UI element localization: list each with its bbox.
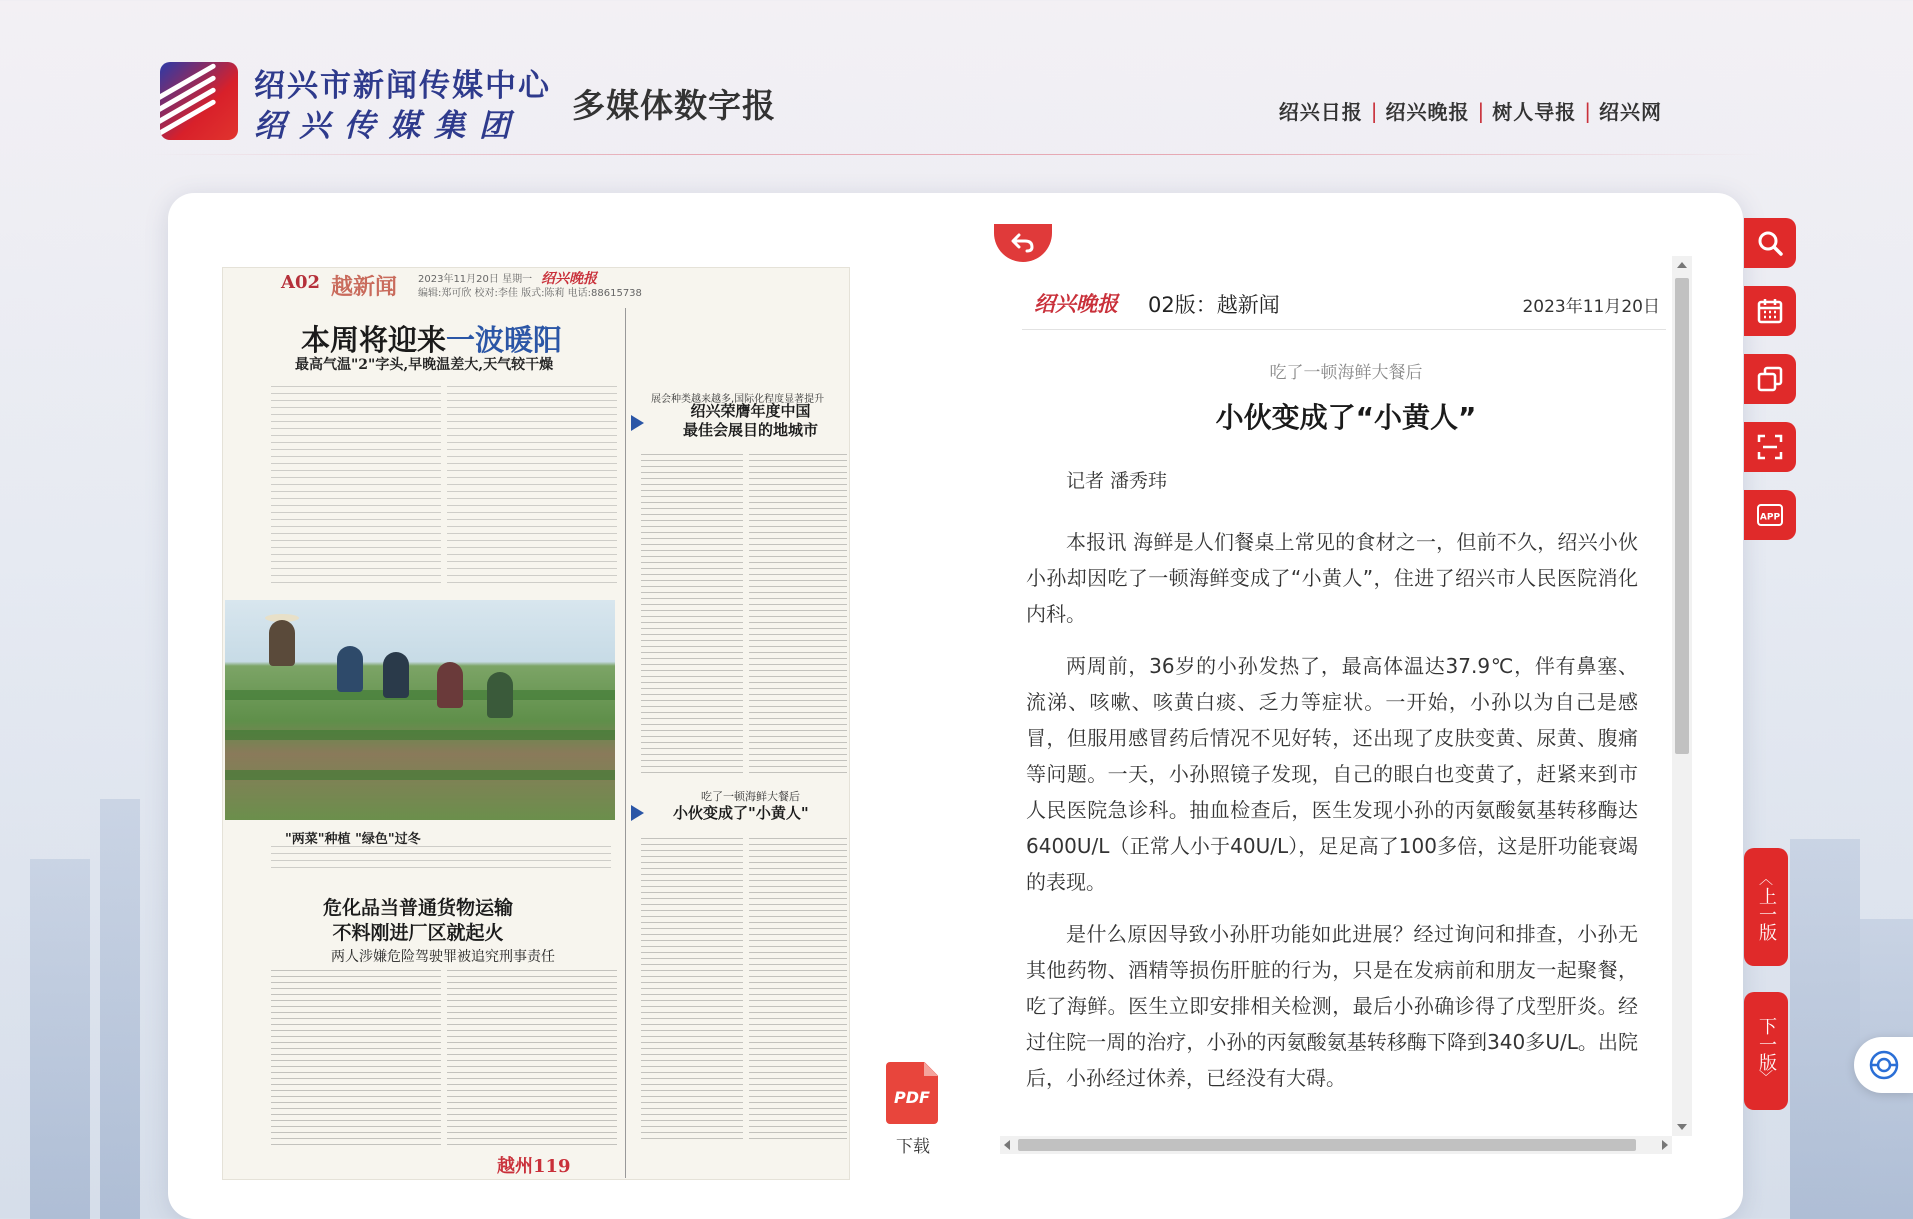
headline2-line1: 危化品当普通货物运输 [323, 897, 514, 919]
text-column [271, 386, 441, 586]
right-title-line1: 绍兴荣膺年度中国 [690, 402, 811, 420]
article-horizontal-scrollbar[interactable] [1000, 1136, 1672, 1154]
logo-icon[interactable] [160, 62, 238, 140]
article-region-warm-sun[interactable] [301, 318, 562, 359]
text-column [749, 454, 847, 774]
site-title: 多媒体数字报 [572, 86, 776, 125]
scroll-left-icon[interactable] [1004, 1140, 1010, 1150]
org-name-line2: 绍兴传媒集团 [254, 108, 524, 144]
download-label[interactable]: 下载 [896, 1137, 930, 1157]
photo-caption: "两菜"种植 "绿色"过冬 [285, 832, 421, 847]
text-column [447, 386, 617, 586]
scroll-thumb-horizontal[interactable] [1018, 1139, 1636, 1151]
nav-link-shaoxing-daily[interactable]: 绍兴日报 [1278, 100, 1363, 124]
nav-separator: | [1370, 98, 1378, 123]
next-page-button[interactable] [1744, 992, 1788, 1110]
scan-icon [1755, 432, 1785, 462]
nav-link-shuren-guide[interactable]: 树人导报 [1492, 100, 1577, 124]
newspaper-page[interactable] [222, 267, 850, 1180]
pdf-icon-text: PDF [894, 1088, 930, 1107]
article-byline: 记者 潘秀玮 [1066, 470, 1168, 492]
article-date: 2023年11月20日 [1522, 297, 1660, 317]
scroll-right-icon[interactable] [1662, 1140, 1668, 1150]
calendar-button[interactable] [1744, 286, 1796, 336]
page-section: 越新闻 [331, 274, 398, 300]
app-icon-text: APP [1759, 512, 1781, 523]
app-icon [1755, 500, 1785, 530]
article-arrow-icon [631, 415, 644, 431]
accessibility-widget[interactable] [1854, 1037, 1913, 1093]
site-header [0, 0, 1913, 160]
scroll-thumb[interactable] [1675, 278, 1689, 754]
page-editor: 编辑:郑可欣 校对:李佳 版式:陈莉 电话:88615738 [418, 288, 642, 299]
article-paragraph: 本报讯 海鲜是人们餐桌上常见的食材之一，但前不久，绍兴小伙小孙却因吃了一顿海鲜变成了“小黄人”，住进了绍兴市人民医院消化内科。 [1026, 530, 1638, 626]
nav-separator: | [1477, 98, 1485, 123]
text-column [749, 838, 847, 1144]
caption-text [271, 846, 611, 872]
page-brand: 绍兴晚报 [541, 271, 597, 287]
text-column [271, 970, 441, 1146]
top-nav [1279, 96, 1662, 125]
headline2-sub: 两人涉嫌危险驾驶罪被追究刑事责任 [331, 949, 555, 965]
headline2-line2: 不料刚进厂区就起火 [332, 922, 504, 944]
article-region-expo[interactable] [683, 402, 818, 440]
copy-icon [1755, 364, 1785, 394]
edition-label: 02版：越新闻 [1148, 293, 1280, 317]
app-button[interactable] [1744, 490, 1796, 540]
footer-logo: 越州119 [497, 1156, 571, 1177]
nav-link-shaoxing-evening[interactable]: 绍兴晚报 [1385, 100, 1470, 124]
nav-separator: | [1584, 98, 1591, 123]
chevron-down-icon: ﹀ [1759, 1070, 1773, 1086]
page-date: 2023年11月20日 星期一 [418, 274, 533, 285]
right-kicker2: 吃了一顿海鲜大餐后 [701, 790, 800, 803]
headline: 本周将迎来 [301, 323, 447, 357]
article-reader [1010, 262, 1682, 1142]
article-vertical-scrollbar[interactable] [1672, 256, 1692, 1136]
column-divider [625, 308, 626, 1178]
text-column [447, 970, 617, 1146]
copy-button[interactable] [1744, 354, 1796, 404]
farm-photo[interactable] [225, 600, 615, 820]
article-body [1026, 524, 1638, 1112]
article-paragraph: 是什么原因导致小孙肝功能如此进展？经过询问和排查，小孙无其他药物、酒精等损伤肝脏的行为，只是在发病前和朋友一起聚餐，吃了海鲜。医生立即安排相关检测，最后小孙确诊得了戊型肝炎。经过住院一周的治疗，小孙的丙氨酸氨基转移酶下降到340多U/L。出院后，小孙经过休养，已经没有大碍。 [1026, 922, 1638, 1090]
next-page-label: 下一版 [1756, 1017, 1777, 1071]
text-column [641, 454, 743, 774]
pdf-download-button[interactable] [884, 1062, 942, 1130]
search-icon [1755, 228, 1785, 258]
chevron-up-icon: ︿ [1759, 872, 1773, 888]
org-name-line1: 绍兴市新闻传媒中心 [254, 68, 551, 104]
article-region-yellow-man[interactable]: 小伙变成了"小黄人" [673, 804, 809, 822]
subheadline: 最高气温"2"字头,早晚温差大,天气较干燥 [295, 357, 554, 373]
prev-page-label: 上一版 [1756, 887, 1777, 941]
accessibility-icon [1868, 1049, 1900, 1081]
newspaper-brand: 绍兴晚报 [1034, 291, 1118, 316]
search-button[interactable] [1744, 218, 1796, 268]
right-kicker: 展会种类越来越多,国际化程度显著提升 [651, 394, 825, 405]
calendar-icon [1755, 296, 1785, 326]
scroll-down-icon[interactable] [1677, 1124, 1687, 1130]
article-region-fire[interactable] [323, 896, 513, 946]
nav-link-shaoxing-net[interactable]: 绍兴网 [1599, 100, 1662, 124]
back-arrow-icon [1010, 232, 1036, 254]
right-title-line2: 最佳会展目的地城市 [683, 421, 819, 439]
article-title: 小伙变成了“小黄人” [1215, 401, 1477, 434]
headline-accent: 一波暖阳 [446, 323, 563, 357]
article-arrow-icon [631, 805, 644, 821]
scroll-up-icon[interactable] [1677, 262, 1687, 268]
scan-button[interactable] [1744, 422, 1796, 472]
prev-page-button[interactable] [1744, 848, 1788, 966]
header-divider [150, 154, 1763, 155]
page-number: A02 [281, 272, 321, 293]
article-paragraph: 两周前，36岁的小孙发热了，最高体温达37.9℃，伴有鼻塞、流涕、咳嗽、咳黄白痰、乏力等症状。一开始，小孙以为自己是感冒，但服用感冒药后情况不见好转，还出现了皮肤变黄、尿黄、腹痛等问题。一天，小孙照镜子发现，自己的眼白也变黄了，赶紧来到市人民医院急诊科。抽血检查后，医生发现小孙的丙氨酸氨基转移酶达6400U/L（正常人小于40U/L），足足高了100多倍，这是肝功能衰竭的表现。 [1026, 654, 1638, 894]
article-kicker: 吃了一顿海鲜大餐后 [1269, 363, 1423, 383]
article-header [1022, 270, 1666, 330]
text-column [641, 838, 743, 1144]
